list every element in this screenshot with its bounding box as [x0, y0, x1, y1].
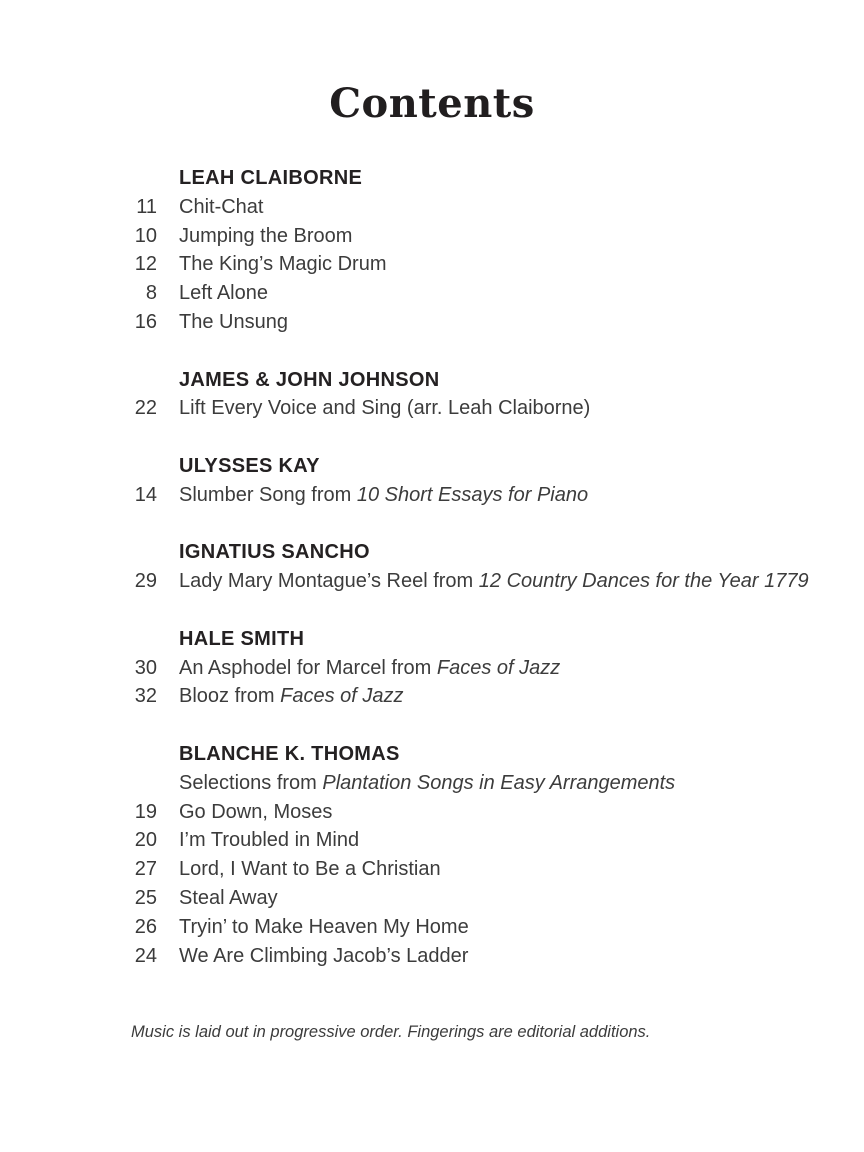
piece-title: [179, 654, 560, 683]
page-number: 30: [134, 656, 157, 679]
piece-title-text: Left Alone: [179, 282, 268, 305]
piece-title-text: The Unsung: [179, 310, 288, 333]
toc-list: [109, 164, 864, 970]
page-number: 27: [134, 858, 157, 881]
piece-title-source-italic: Faces of Jazz: [436, 656, 561, 679]
page-number: 32: [134, 685, 157, 708]
page-number: 20: [134, 829, 157, 852]
composer-heading-row: [109, 740, 864, 769]
piece-title-text: The King’s Magic Drum: [179, 253, 387, 276]
piece-title: [179, 193, 263, 222]
piece-title-text: I’m Troubled in Mind: [179, 829, 360, 852]
composer-name: JAMES & JOHN JOHNSON: [179, 368, 440, 391]
toc-row: [109, 654, 864, 683]
toc-section: [109, 538, 864, 596]
piece-title-source-italic: 12 Country Dances for the Year 1779: [478, 570, 809, 593]
composer-name: ULYSSES KAY: [179, 454, 320, 477]
page-number: 16: [134, 310, 157, 333]
piece-title: [179, 308, 288, 337]
piece-title: [179, 769, 675, 798]
page-number: 22: [134, 397, 157, 420]
toc-row: [109, 682, 864, 711]
toc-section: [109, 164, 864, 337]
toc-row: [109, 913, 864, 942]
composer-heading-row: [109, 538, 864, 567]
toc-section: [109, 740, 864, 970]
toc-row: [109, 250, 864, 279]
piece-title-text: Blooz from: [179, 685, 281, 708]
piece-title: [179, 798, 332, 827]
composer-heading-row: [109, 164, 864, 193]
page-number: 8: [145, 282, 157, 305]
toc-row: [109, 308, 864, 337]
page-number: 25: [134, 886, 157, 909]
piece-title-source-italic: Faces of Jazz: [280, 685, 404, 708]
toc-section: [109, 625, 864, 711]
piece-title: [179, 826, 359, 855]
toc-row: [109, 279, 864, 308]
page-number: 24: [134, 944, 157, 967]
piece-title-source-italic: Plantation Songs in Easy Arrangements: [322, 771, 676, 794]
piece-title: [179, 567, 809, 596]
composer-heading-row: [109, 625, 864, 654]
piece-title-text: Chit-Chat: [179, 195, 264, 218]
piece-title: [179, 855, 441, 884]
page-number: 26: [134, 915, 157, 938]
toc-row: [109, 942, 864, 971]
toc-row: [109, 481, 864, 510]
toc-row: [109, 567, 864, 596]
piece-title-text: Lord, I Want to Be a Christian: [179, 858, 441, 881]
piece-title: [179, 682, 404, 711]
page-title: Contents: [329, 80, 535, 127]
composer-name: IGNATIUS SANCHO: [179, 541, 370, 564]
piece-title-text: Lady Mary Montague’s Reel from: [179, 570, 479, 593]
toc-row: [109, 394, 864, 423]
piece-title-text: An Asphodel for Marcel from: [179, 656, 437, 679]
toc-row: [109, 855, 864, 884]
piece-title-text: Go Down, Moses: [179, 800, 333, 823]
page-number: 10: [134, 224, 157, 247]
composer-heading-row: [109, 452, 864, 481]
piece-title: [179, 481, 588, 510]
toc-row: [109, 193, 864, 222]
composer-name: HALE SMITH: [179, 627, 305, 650]
page-number: 11: [136, 195, 157, 218]
piece-title-text: Selections from: [179, 771, 323, 794]
piece-title: [179, 942, 468, 971]
composer-name: BLANCHE K. THOMAS: [179, 742, 400, 765]
piece-title-text: We Are Climbing Jacob’s Ladder: [179, 944, 469, 967]
piece-title: [179, 394, 590, 423]
piece-title: [179, 913, 469, 942]
piece-title-text: Steal Away: [179, 886, 278, 909]
footer-note: Music is laid out in progressive order. Fingerings are editorial additions.: [131, 1023, 651, 1042]
piece-title-text: Lift Every Voice and Sing (arr. Leah Claiborne): [179, 397, 591, 420]
piece-title: [179, 250, 386, 279]
page-number: 14: [134, 483, 157, 506]
toc-row: [109, 222, 864, 251]
page-number: 29: [134, 570, 157, 593]
piece-title-source-italic: 10 Short Essays for Piano: [356, 483, 589, 506]
piece-title-text: Tryin’ to Make Heaven My Home: [179, 915, 469, 938]
toc-section: [109, 366, 864, 424]
toc-row: [109, 826, 864, 855]
piece-title: [179, 279, 268, 308]
piece-title: [179, 884, 278, 913]
composer-heading-row: [109, 366, 864, 395]
piece-title-text: Slumber Song from: [179, 483, 357, 506]
page-number: 19: [134, 800, 157, 823]
toc-row: [109, 884, 864, 913]
toc-section: [109, 452, 864, 510]
composer-name: LEAH CLAIBORNE: [179, 167, 363, 189]
toc-row: [109, 769, 864, 798]
page-number: 12: [134, 253, 157, 276]
piece-title: [179, 222, 352, 251]
toc-row: [109, 798, 864, 827]
piece-title-text: Jumping the Broom: [179, 224, 353, 247]
